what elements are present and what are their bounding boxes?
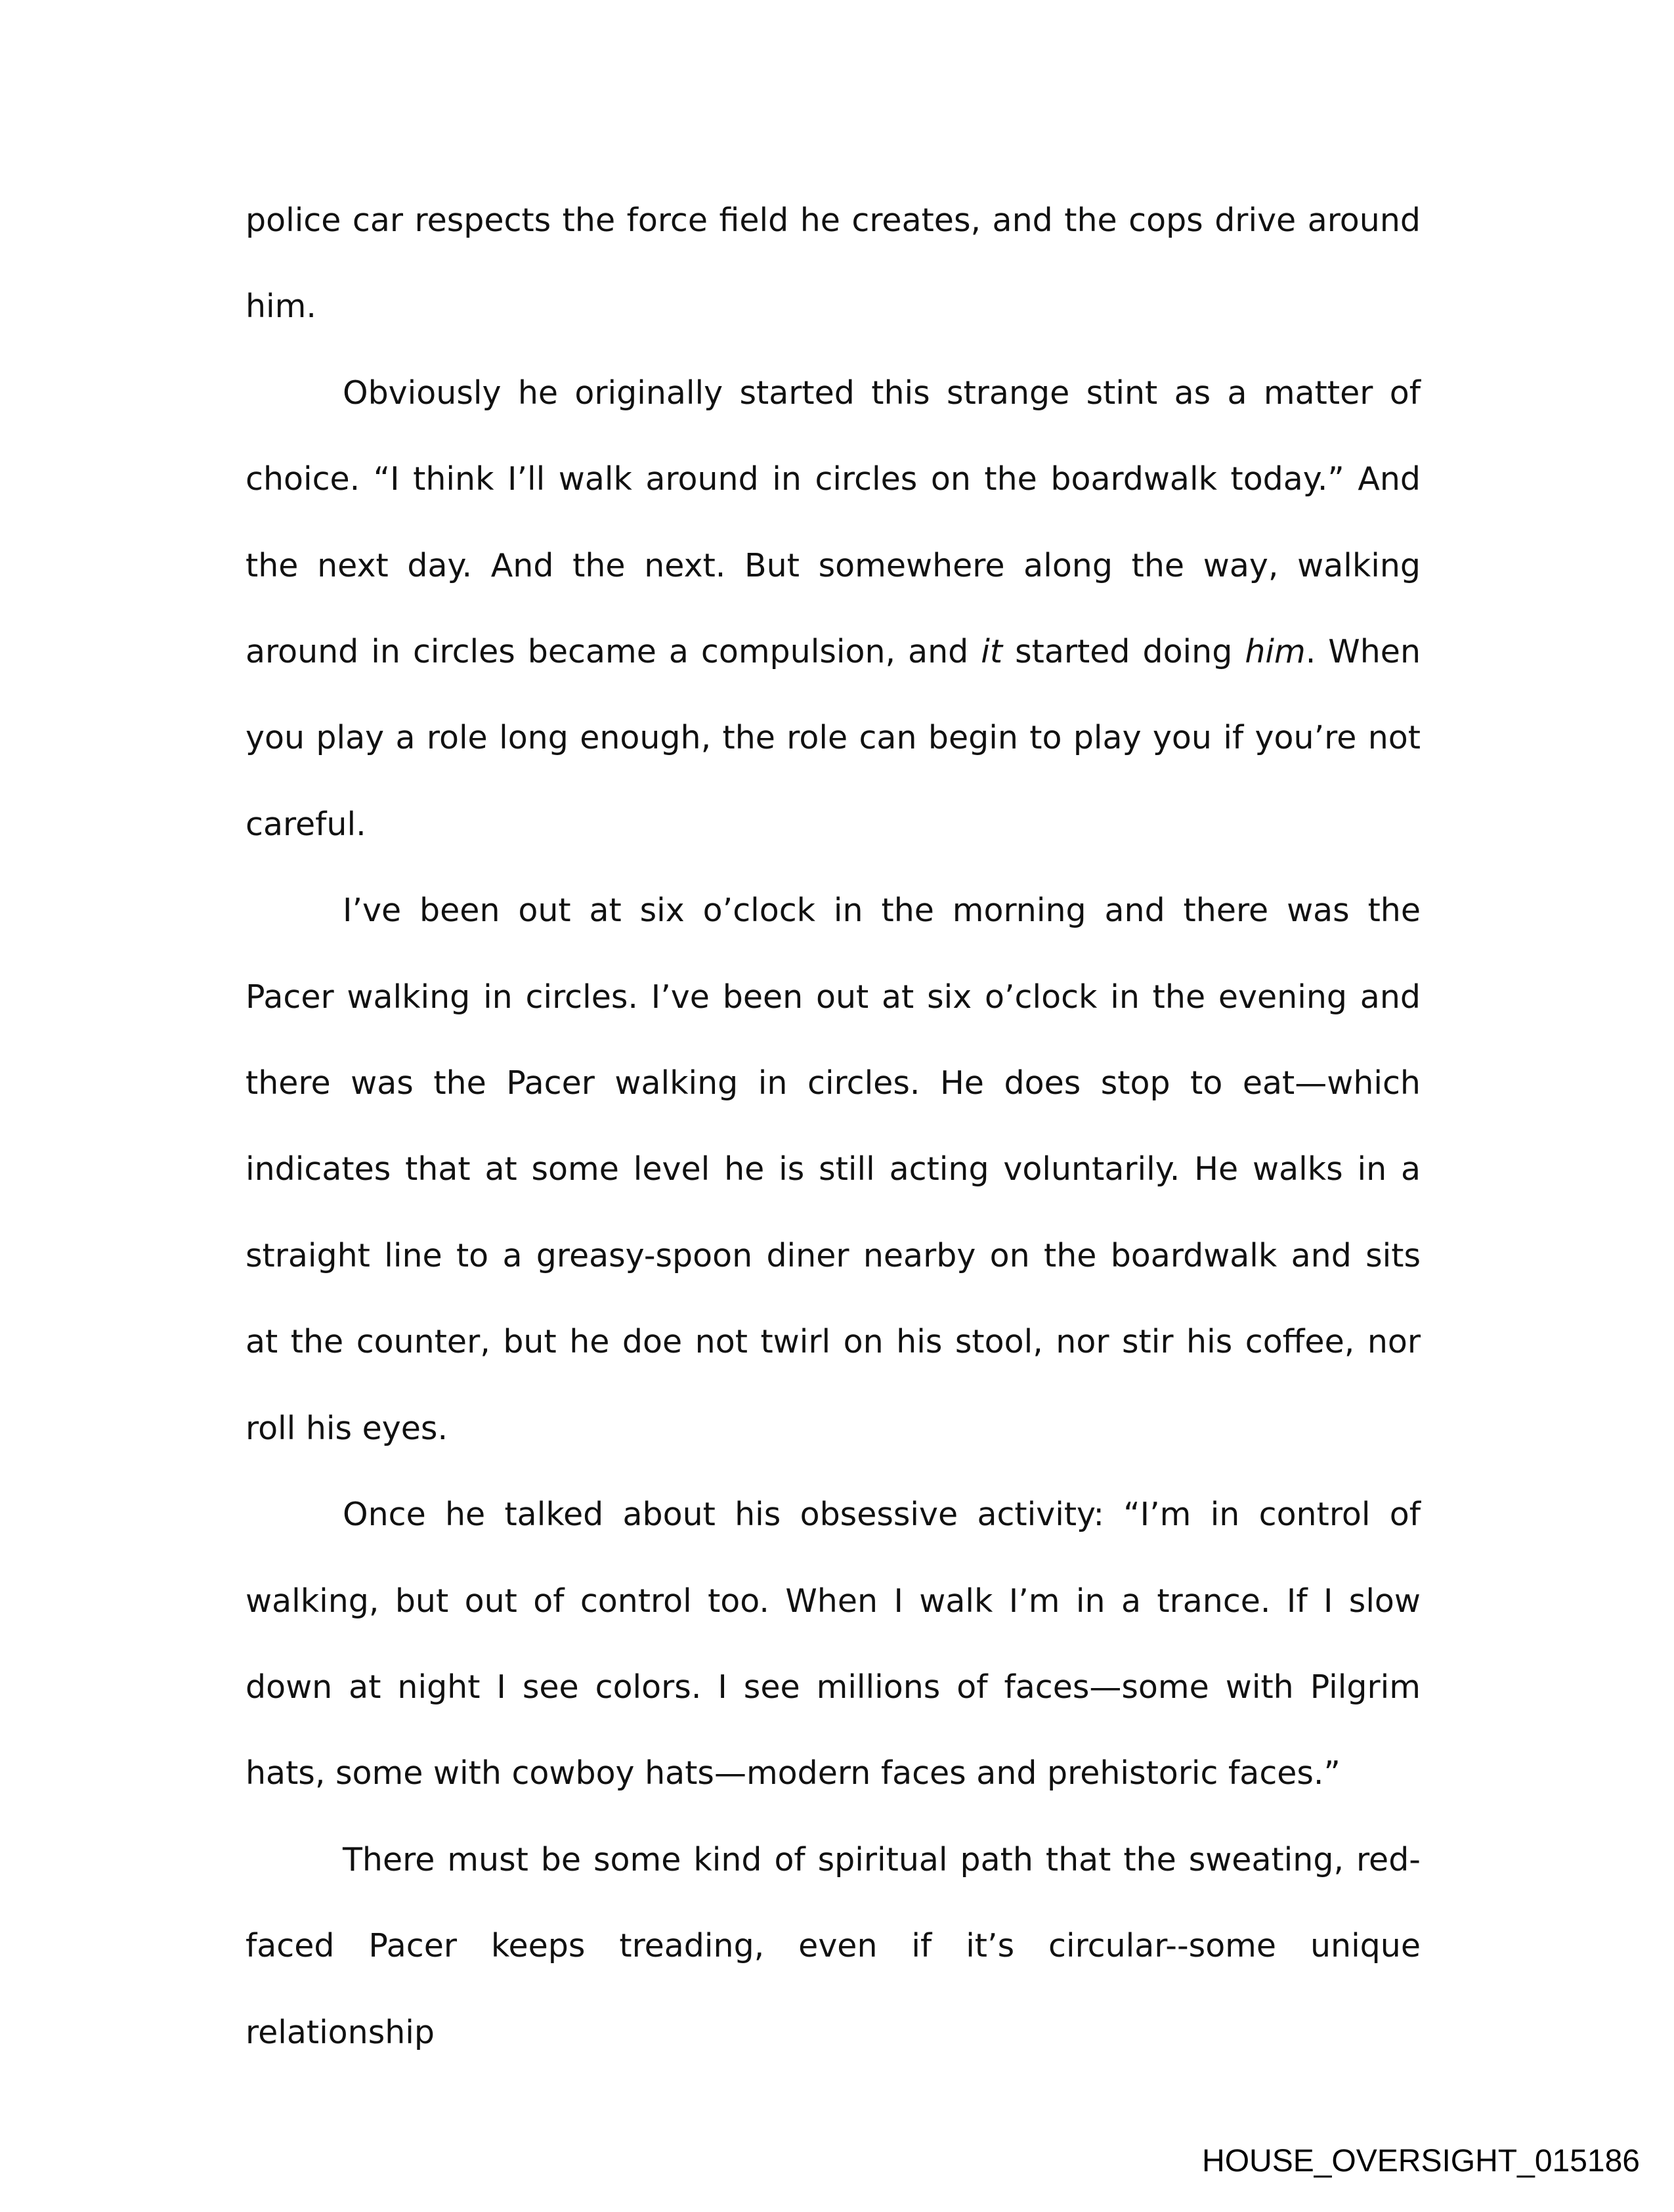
paragraph-2-part-a: Obviously he originally started this strange stint as a matter of choice. “I think I’ll walk around in circles on the boardwalk today.” And the next day. And the next. But somewhere along the way, walking around in circles became a compulsion, and bbox=[246, 374, 1421, 671]
bates-number: HOUSE_OVERSIGHT_015186 bbox=[1202, 2144, 1640, 2179]
italic-it: it bbox=[981, 633, 1003, 671]
paragraph-2 bbox=[246, 350, 1421, 867]
paragraph-3: I’ve been out at six o’clock in the morning and there was the Pacer walking in circles. I’ve been out at six o’clock in the evening and there was the Pacer walking in circles. He does stop to eat—which indicates that at some level he is still acting voluntarily. He walks in a straight line to a greasy-spoon diner nearby on the boardwalk and sits at the counter, but he doe not twirl on his stool, nor stir his coffee, nor roll his eyes. bbox=[246, 892, 1421, 1447]
paragraph-2-part-c: . When you play a role long enough, the role can begin to play you if you’re not careful. bbox=[246, 633, 1421, 843]
paragraph-5: There must be some kind of spiritual path that the sweating, red-faced Pacer keeps treading, even if it’s circular--some unique relationship bbox=[246, 1840, 1421, 2051]
paragraph-4: Once he talked about his obsessive activity: “I’m in control of walking, but out of control too. When I walk I’m in a trance. If I slow down at night I see colors. I see millions of faces—some with Pilgrim hats, some with cowboy hats—modern faces and prehistoric faces.” bbox=[246, 1496, 1421, 1792]
paragraph-1: police car respects the force field he creates, and the cops drive around him. bbox=[246, 202, 1421, 326]
paragraph-2-part-b: started doing bbox=[1002, 633, 1245, 671]
page-body bbox=[246, 177, 1421, 2075]
italic-him: him bbox=[1245, 633, 1306, 671]
